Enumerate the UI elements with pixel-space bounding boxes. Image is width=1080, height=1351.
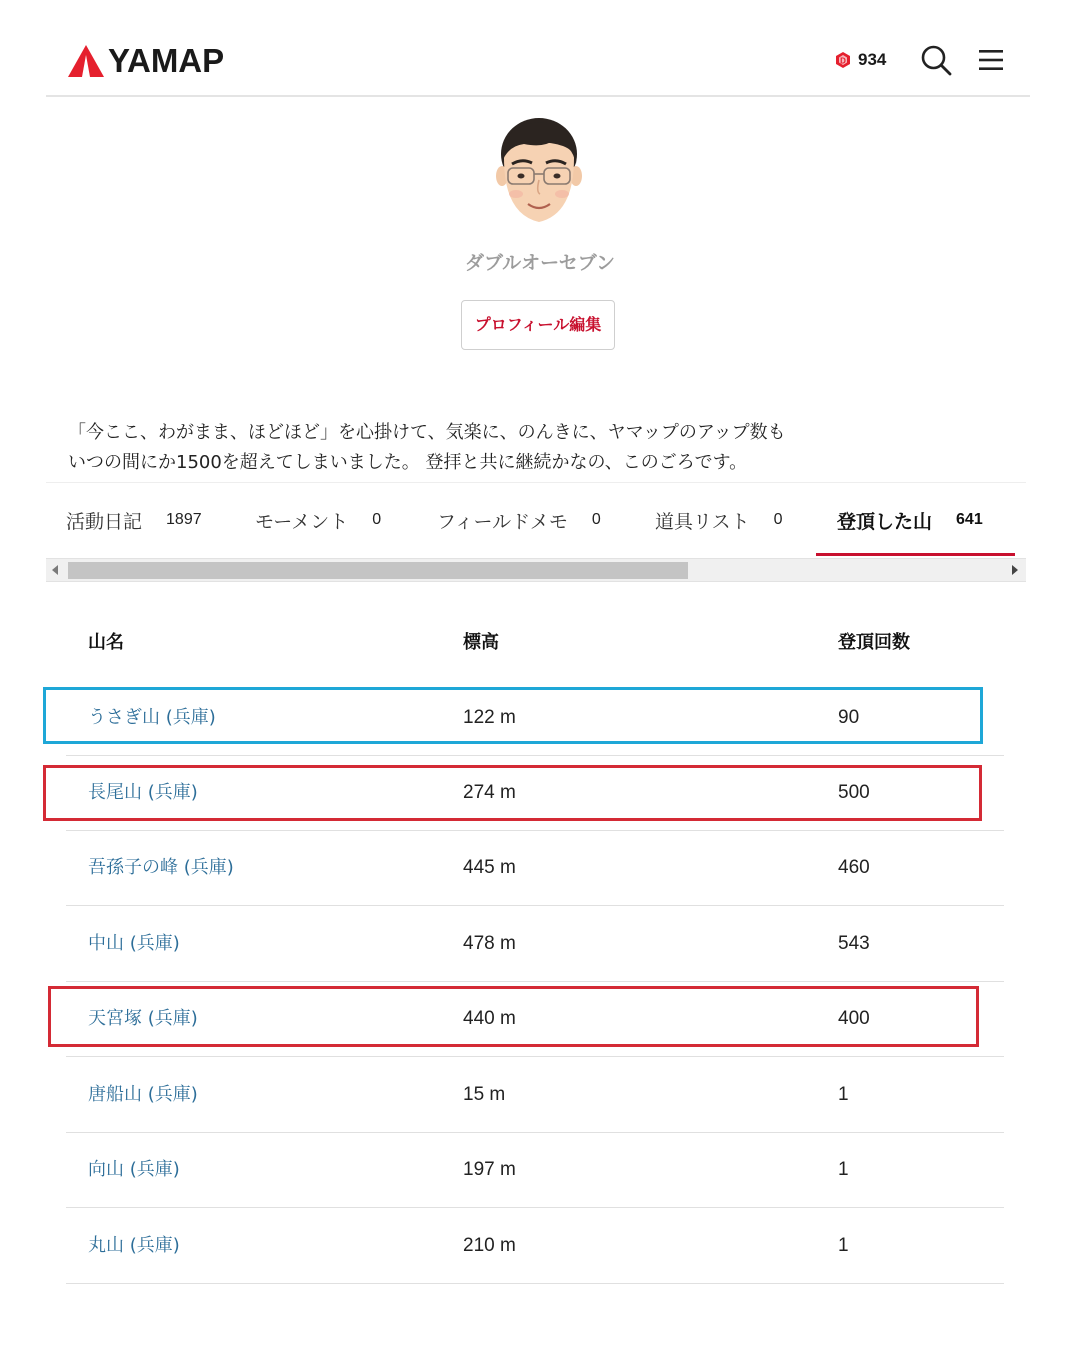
elevation-value: 445 m	[463, 857, 516, 878]
active-tab-indicator	[816, 553, 1015, 556]
mountain-logo-icon	[68, 45, 104, 77]
points-display[interactable]	[834, 48, 886, 72]
app-header	[46, 0, 1030, 97]
column-header-count: 登頂回数	[838, 632, 910, 653]
avatar	[494, 114, 584, 228]
table-row	[66, 906, 1004, 982]
tab-field-memo[interactable]	[437, 505, 601, 535]
tab-gear-list[interactable]	[655, 505, 783, 535]
summit-count-value: 90	[838, 707, 860, 728]
mountain-name-link[interactable]: 天宮塚 (兵庫)	[88, 1008, 198, 1029]
mountain-name-link[interactable]: 向山 (兵庫)	[88, 1159, 180, 1180]
tab-label: 道具リスト	[655, 510, 750, 533]
tab-climbed-mountains[interactable]	[837, 505, 983, 535]
mountain-name-link[interactable]: 長尾山 (兵庫)	[88, 782, 198, 803]
table-row	[66, 830, 1004, 906]
tab-count: 0	[591, 511, 601, 528]
search-icon[interactable]	[920, 44, 952, 76]
mountain-name-link[interactable]: 唐船山 (兵庫)	[88, 1084, 198, 1105]
mountain-name-link[interactable]: 中山 (兵庫)	[88, 933, 180, 954]
summit-count-value: 500	[838, 782, 870, 803]
user-name[interactable]: ダブルオーセブン	[464, 252, 616, 274]
tab-activity-diary[interactable]	[66, 505, 202, 535]
summit-count-value: 1	[838, 1159, 849, 1180]
logo-text: YAMAP	[108, 42, 225, 79]
scroll-right-arrow-icon[interactable]	[1012, 565, 1018, 575]
tabs-scrollbar[interactable]	[46, 558, 1026, 582]
svg-text:D: D	[840, 56, 846, 66]
summit-count-value: 460	[838, 857, 870, 878]
summit-count-value: 543	[838, 933, 870, 954]
table-row	[66, 680, 1004, 756]
point-badge-icon	[834, 51, 852, 69]
summit-count-value: 1	[838, 1084, 849, 1105]
bio-line: 「今ここ、わがまま、ほどほど」を心掛けて、気楽に、のんきに、ヤマップのアップ数も	[68, 422, 786, 443]
summit-count-value: 1	[838, 1235, 849, 1256]
table-row	[66, 1057, 1004, 1133]
column-header-elevation: 標高	[463, 632, 499, 653]
points-value: 934	[858, 50, 887, 69]
elevation-value: 197 m	[463, 1159, 516, 1180]
mountain-name-link[interactable]: 吾孫子の峰 (兵庫)	[88, 857, 234, 878]
scrollbar-thumb[interactable]	[68, 562, 688, 579]
tab-moments[interactable]	[255, 505, 381, 535]
profile-bio	[68, 418, 998, 478]
elevation-value: 210 m	[463, 1235, 516, 1256]
tab-count: 0	[372, 511, 382, 528]
table-row	[66, 981, 1004, 1057]
tab-label: フィールドメモ	[437, 510, 568, 533]
elevation-value: 478 m	[463, 933, 516, 954]
tab-count: 1897	[166, 511, 202, 528]
summit-count-value: 400	[838, 1008, 870, 1029]
tab-label: モーメント	[255, 510, 349, 533]
tab-count: 0	[773, 511, 783, 528]
yamap-logo[interactable]	[68, 44, 224, 78]
mountain-name-link[interactable]: 丸山 (兵庫)	[88, 1235, 180, 1256]
bio-line: いつの間にか1500を超えてしまいました。 登拝と共に継続かなの、このごろです。	[68, 452, 748, 473]
elevation-value: 15 m	[463, 1084, 506, 1105]
scroll-left-arrow-icon[interactable]	[52, 565, 58, 575]
tab-label: 活動日記	[66, 510, 143, 533]
table-row	[66, 1208, 1004, 1284]
table-row	[66, 755, 1004, 831]
hamburger-menu-icon[interactable]	[978, 48, 1004, 72]
elevation-value: 274 m	[463, 782, 516, 803]
elevation-value: 440 m	[463, 1008, 516, 1029]
table-row	[66, 1132, 1004, 1208]
elevation-value: 122 m	[463, 707, 516, 728]
tab-count: 641	[956, 511, 983, 528]
edit-profile-button[interactable]: プロフィール編集	[461, 300, 615, 350]
tabs-divider	[46, 482, 1026, 483]
tab-label: 登頂した山	[837, 510, 933, 533]
mountain-name-link[interactable]: うさぎ山 (兵庫)	[88, 707, 216, 728]
column-header-name: 山名	[88, 632, 124, 653]
